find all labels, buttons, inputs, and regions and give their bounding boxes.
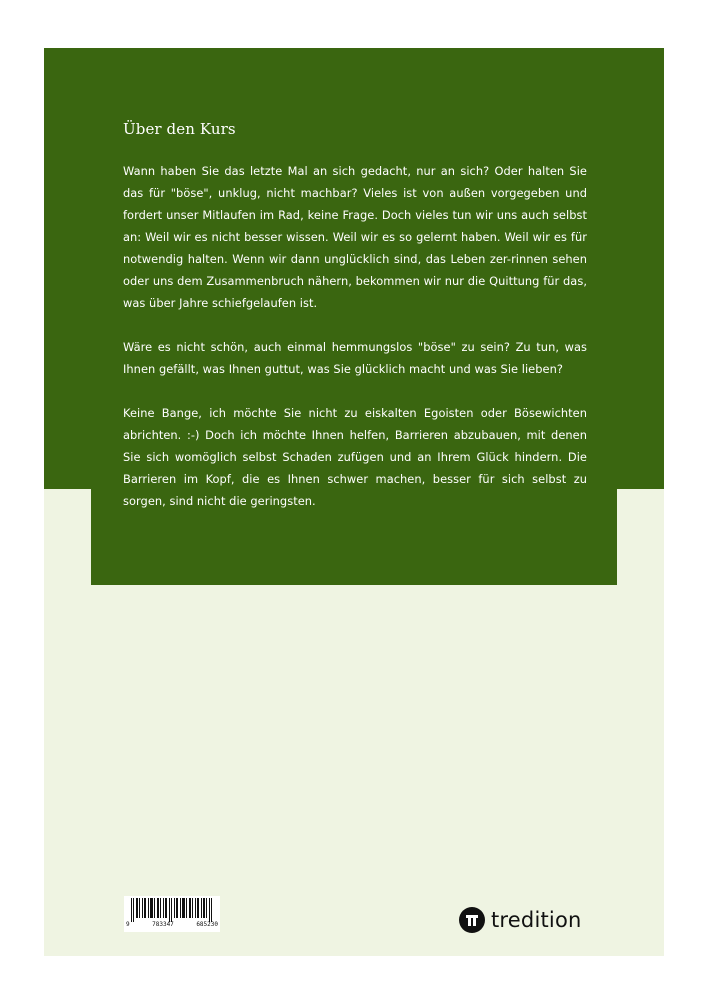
- blurb-textbox: [123, 120, 587, 534]
- publisher-name: tredition: [491, 908, 582, 932]
- barcode-digit-group-1: 783347: [152, 921, 174, 928]
- blurb-paragraph-2: Wäre es nicht schön, auch einmal hemmungslos "böse" zu sein? Zu tun, was Ihnen gefällt, was Ihnen guttut, was Sie glücklich macht und was Sie lieben?: [123, 340, 587, 376]
- tredition-logo-icon: [459, 907, 485, 933]
- publisher-logo: [459, 906, 582, 934]
- blurb-paragraph-1: Wann haben Sie das letzte Mal an sich gedacht, nur an sich? Oder halten Sie das für "böse", unklug, nicht machbar? Vieles ist von außen vorgegeben und fordert unser Mitlaufen im Rad, keine Frage. Doch vieles tun wir uns auch selbst an: Weil wir es nicht besser wissen. Weil wir es so gelernt haben. Weil wir es für notwendig halten. Wenn wir dann unglücklich sind, das Leben zer-rinnen sehen oder uns dem Zusammenbruch nähern, bekommen wir nur die Quittung für das, was über Jahre schiefgelaufen ist.: [123, 164, 587, 310]
- isbn-barcode: [124, 896, 220, 932]
- barcode-digit-group-2: 685230: [196, 921, 218, 928]
- barcode-bars-icon: [124, 896, 220, 922]
- barcode-digit-prefix: 9: [126, 921, 130, 928]
- blurb-paragraph-3: Keine Bange, ich möchte Sie nicht zu eiskalten Egoisten oder Bösewichten abrichten. :-) Doch ich möchte Ihnen helfen, Barrieren abzubauen, mit denen Sie sich womöglich selbst Schaden zufügen und an Ihrem Glück hindern. Die Barrieren im Kopf, die es Ihnen schwer machen, besser für sich selbst zu sorgen, sind nicht die geringsten.: [123, 406, 587, 508]
- barcode-digits: [124, 921, 220, 928]
- blurb-heading: Über den Kurs: [123, 120, 236, 138]
